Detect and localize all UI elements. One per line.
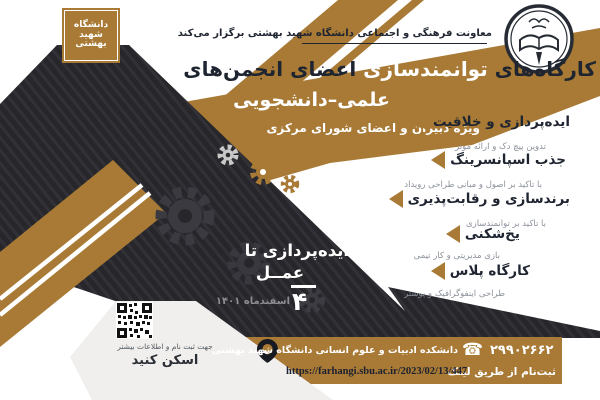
register-label: ثبت‌نام از طریق لینک bbox=[447, 366, 556, 378]
workshop-item-2 bbox=[431, 151, 566, 169]
bullet-triangle-icon bbox=[389, 190, 403, 208]
workshop-name: یخ‌شکنی bbox=[464, 226, 520, 242]
tagline-line2: عمــل bbox=[255, 263, 305, 282]
workshop-name: جذب اسپانسرینگ bbox=[450, 152, 566, 168]
seal-line2: شهید bbox=[79, 29, 103, 40]
date-month-year: اسفندماه ۱۴۰۱ bbox=[215, 296, 290, 307]
tagline-line1: از ایده‌پردازی تا bbox=[244, 241, 370, 260]
title-part3: اعضای انجمن‌های bbox=[183, 57, 364, 81]
title-part2: توانمندسازی bbox=[363, 57, 488, 81]
registration-url[interactable]: https://farhangi.sbu.ac.ir/2023/02/13/447 bbox=[286, 366, 468, 377]
workshop-item-5 bbox=[431, 262, 530, 280]
bullet-triangle-icon bbox=[431, 262, 445, 280]
workshop-name: کارگاه پلاس bbox=[449, 263, 530, 279]
bullet-triangle-icon bbox=[431, 151, 445, 169]
title-part1: کارگاه‌های bbox=[487, 57, 596, 81]
university-seal bbox=[62, 8, 120, 63]
workshop-name: ایده‌پردازی و خلاقیت bbox=[432, 114, 570, 130]
qr-scan-label: اسکن کنید bbox=[131, 353, 199, 368]
workshop-desc: طراحی اینفوگرافیک و پوستر bbox=[404, 289, 505, 299]
qr-caption: جهت ثبت نام و اطلاعات بیشتر bbox=[117, 342, 213, 351]
workshop-item-4 bbox=[446, 225, 520, 243]
qr-code bbox=[116, 302, 153, 339]
workshop-desc: با تاکید بر اصول و مبانی طراحی رویداد bbox=[404, 180, 542, 190]
poster-title-line2: علمی–دانشجویی bbox=[233, 89, 390, 111]
seal-line3: بهشتی bbox=[75, 39, 107, 50]
date-day: ۴ bbox=[292, 287, 308, 316]
poster-subtitle: ویژه دبیران و اعضای شورای مرکزی bbox=[266, 121, 480, 135]
organizer-underline bbox=[302, 43, 487, 44]
workshop-name: برندسازی و رقابت‌پذیری bbox=[407, 191, 570, 207]
phone-icon: ☎ bbox=[462, 340, 484, 360]
workshop-desc: بازی مدیریتی و کار تیمی bbox=[413, 251, 500, 261]
address-text: دانشکده ادبیات و علوم انسانی دانشگاه شهید بهشتی bbox=[211, 345, 458, 356]
workshop-desc: با تاکید بر توانمندسازی bbox=[465, 219, 546, 229]
poster-title-line1 bbox=[183, 57, 596, 81]
seal-line1: دانشگاه bbox=[73, 20, 109, 31]
phone-number: ۲۹۹۰۲۶۶۲ bbox=[490, 343, 554, 358]
organizer-line: معاونت فرهنگی و اجتماعی دانشگاه شهید بهشتی برگزار می‌کند bbox=[177, 28, 492, 39]
workshop-desc: تدوین پیچ دک و ارائه موثر bbox=[455, 142, 546, 152]
workshop-item-1 bbox=[414, 113, 570, 131]
workshop-item-3 bbox=[389, 190, 570, 208]
bullet-triangle-icon bbox=[446, 225, 460, 243]
bullet-triangle-icon bbox=[414, 113, 428, 131]
